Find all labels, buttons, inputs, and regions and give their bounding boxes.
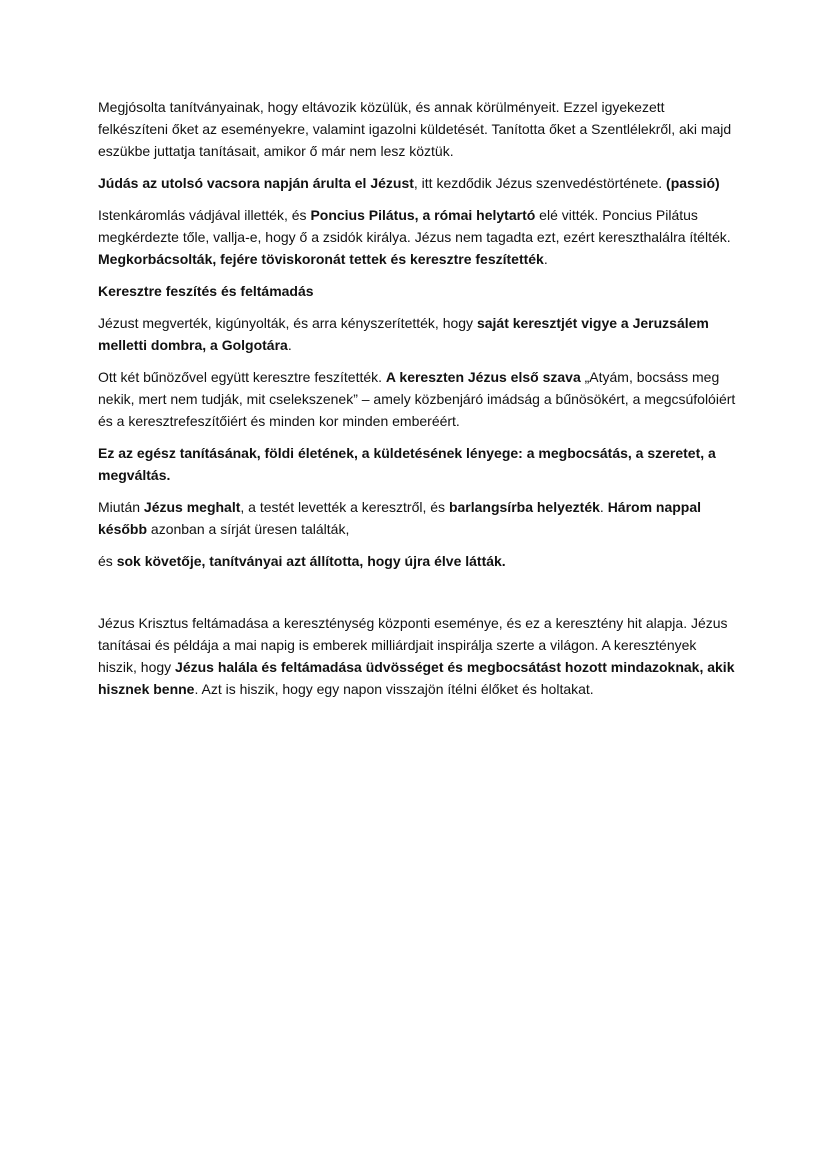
paragraph-pilate	[98, 204, 738, 270]
bold-text-run: Poncius Pilátus, a római helytartó	[310, 207, 536, 223]
text-run: Istenkáromlás vádjával illették, és	[98, 207, 311, 223]
paragraph-burial	[98, 496, 738, 540]
bold-text-run: Júdás az utolsó vacsora napján árulta el Jézust	[98, 175, 414, 191]
text-run: .	[599, 499, 608, 515]
text-run: Ott két bűnözővel együtt keresztre feszítették.	[98, 369, 386, 385]
bold-text-run: barlangsírba helyezték	[448, 499, 600, 515]
bold-text-run: Jézus meghalt	[143, 499, 241, 515]
bold-text-run: Jézus halála és feltámadása üdvösséget és megbocsátást hozott mindazoknak, akik hisznek benne	[98, 659, 735, 697]
text-run: elé vitték. Poncius Pilátus megkérdezte tőle, vallja-e, hogy ő a zsidók királya. Jézus nem tagadta ezt, ezért kereszthalálra ítélték.	[98, 207, 731, 245]
text-run: Jézust megverték, kigúnyolták, és arra kényszerítették, hogy	[98, 315, 477, 331]
document-page	[98, 96, 738, 710]
bold-text-run: (passió)	[666, 175, 720, 191]
paragraph-followers	[98, 550, 738, 572]
text-run: „Atyám, bocsáss meg nekik, mert nem tudják, mit cselekszenek” – amely közbenjáró imádság a bűnösökért, a megcsúfolóiért és a keresztrefeszítőiért és minden kor minden emberéért.	[98, 369, 736, 429]
paragraph-essence	[98, 442, 738, 486]
text-run: .	[287, 337, 292, 353]
paragraph-golgotha	[98, 312, 738, 356]
bold-text-run: Keresztre feszítés és feltámadás	[98, 283, 314, 299]
text-run: . Azt is hiszik, hogy egy napon visszajön ítélni élőket és holtakat.	[194, 681, 594, 697]
text-run: Miután	[98, 499, 144, 515]
text-run: .	[543, 251, 548, 267]
text-run: Megjósolta tanítványainak, hogy eltávozik közülük, és annak körülményeit. Ezzel igyekezett felkészíteni őket az eseményekre, valamint igazolni küldetését. Tanította őket a Szentlélekről, aki majd eszükbe juttatja tanításait, amikor ő már nem lesz köztük.	[98, 99, 732, 159]
text-run: azonban a sírját üresen találták,	[147, 521, 350, 537]
bold-text-run: Ez az egész tanításának, földi életének, a küldetésének lényege: a megbocsátás, a szeretet, a megváltás.	[98, 445, 716, 483]
text-run: , a testét levették a keresztről, és	[240, 499, 449, 515]
bold-text-run: Megkorbácsolták, fejére töviskoronát tettek és keresztre feszítették	[98, 251, 544, 267]
text-run: Jézus Krisztus feltámadása a kereszténység központi eseménye, és ez a keresztény hit alapja. Jézus tanításai és példája a mai napig is emberek milliárdjait inspirálja szerte a világon. A keresztények hiszik, hogy	[98, 615, 728, 675]
text-run: , itt kezdődik Jézus szenvedéstörténete.	[413, 175, 667, 191]
bold-text-run: sok követője, tanítványai azt állította, hogy újra élve látták.	[116, 553, 506, 569]
paragraph-first-word	[98, 366, 738, 432]
section-heading-crucifixion	[98, 280, 738, 302]
paragraph-prophecy	[98, 96, 738, 162]
paragraph-judas	[98, 172, 738, 194]
bold-text-run: A kereszten Jézus első szava	[385, 369, 581, 385]
bold-text-run: saját keresztjét vigye a Jeruzsálem melletti dombra, a Golgotára	[98, 315, 709, 353]
paragraph-resurrection	[98, 612, 738, 700]
bold-text-run: Három nappal később	[98, 499, 702, 537]
text-run: és	[98, 553, 117, 569]
